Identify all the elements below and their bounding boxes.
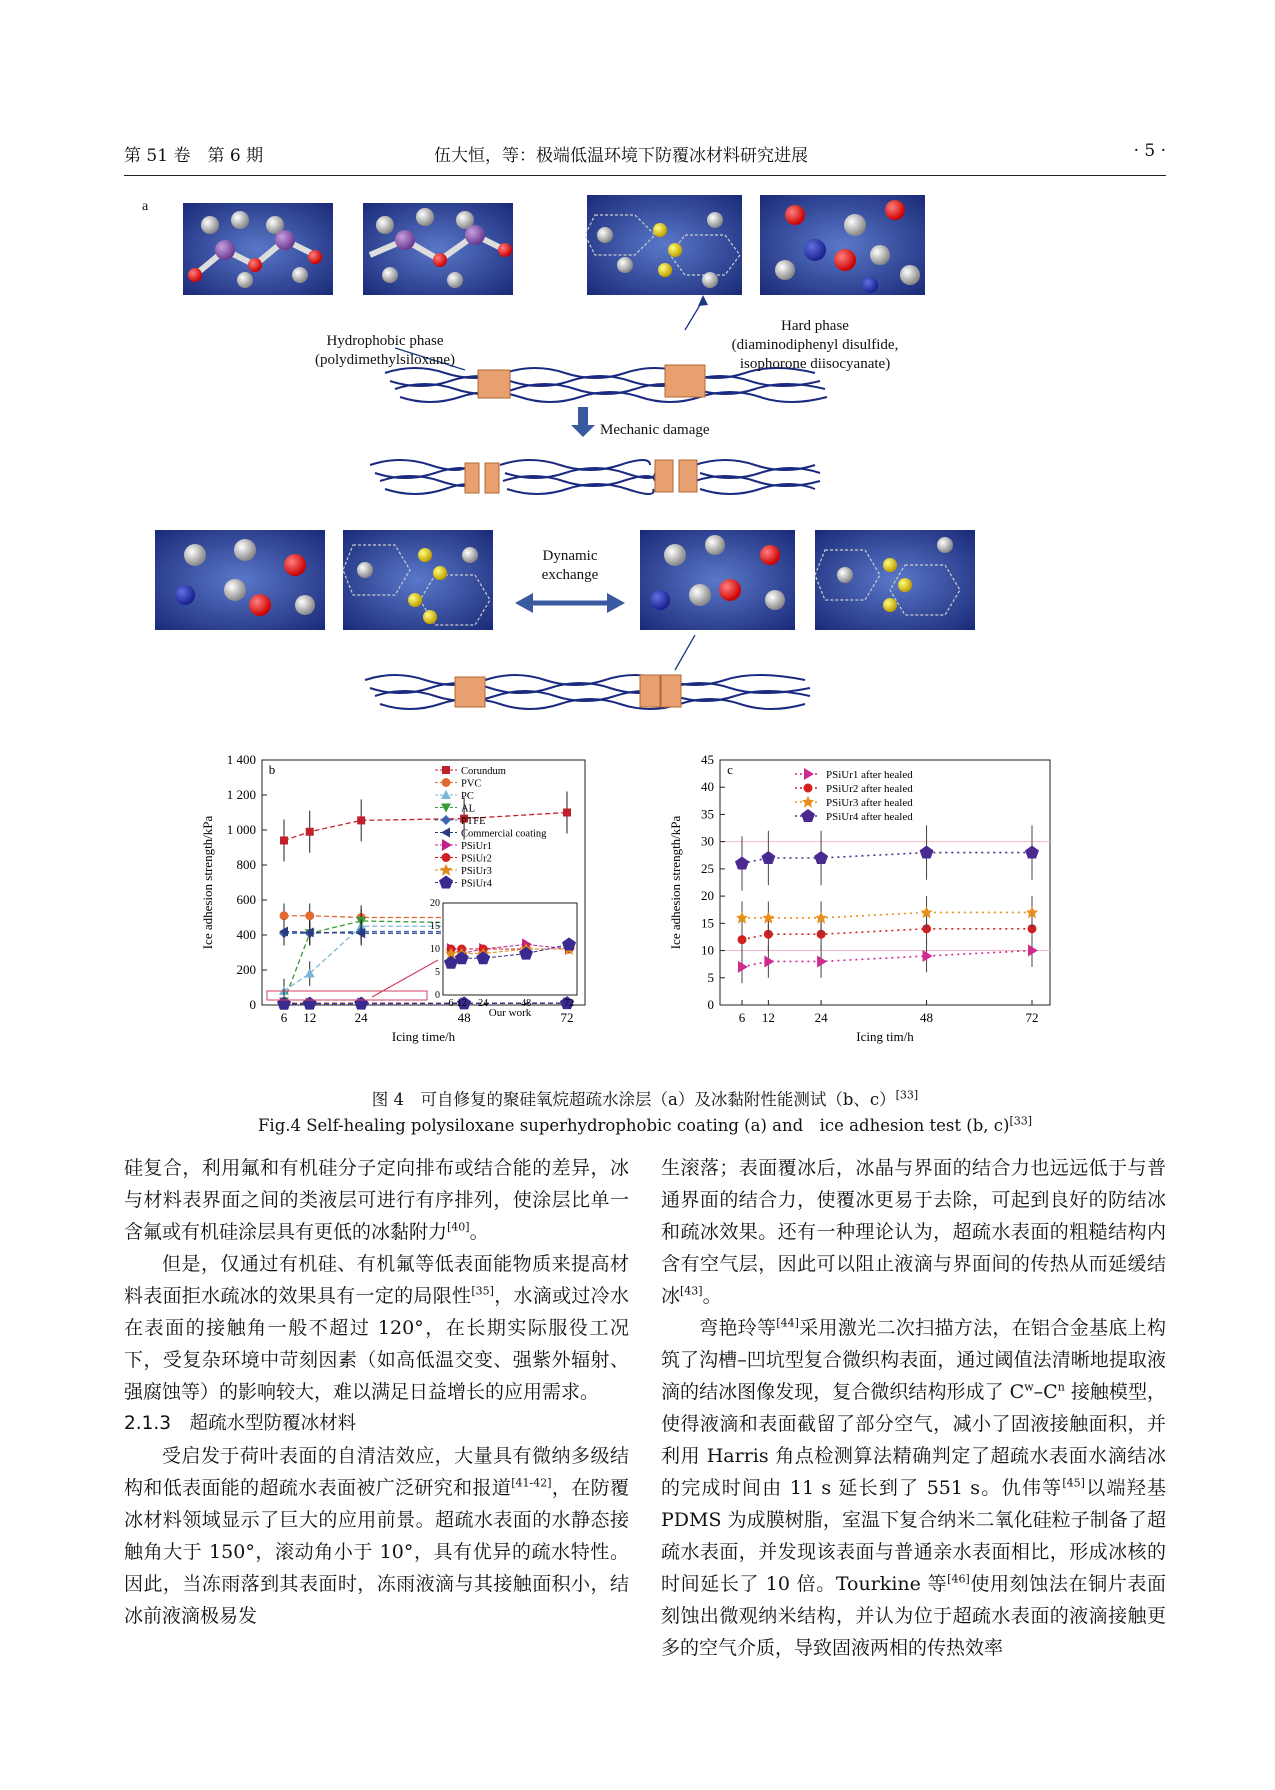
molecule-image-pdms-2 [363,203,513,295]
left-p2-end: ，水滴或过冷水在表面的接触角一般不超过 120°，在长期实际服役工况下，受复杂环境中苛刻因素（如高低温交变、强紫外辐射、强腐蚀等）的影响较大，难以满足日益增长的应用需求。 [124,1285,629,1403]
chart-b-panel-label: b [268,762,276,777]
chart-b-legend-label: PSiUr1 [461,841,492,852]
molecule-image-disulfide-3 [815,530,975,630]
caption-cn-ref: [33] [895,1088,919,1102]
chart-b-inset-ytick: 15 [430,921,440,932]
chart-b-point [357,816,365,824]
chart-c-legend-item [795,809,913,823]
right-p2-f: 使用刻蚀法在铜片表面刻蚀出微观纳米结构，并认为位于超疏水表面的液滴接触更多的空气介质，导致固液两相的传热效率 [661,1573,1166,1659]
chart-c-point [764,955,774,967]
chart-c-ytick-label: 0 [707,997,714,1012]
chart-c-legend-marker [804,784,813,793]
right-p2-e: 以端羟基 PDMS 为成膜树脂，室温下复合纳米二氧化硅粒子制备了超疏水表面，并发现该表面与普通亲水表面相比，形成冰核的时间延长了 10 倍。Tourkine 等 [661,1477,1166,1595]
polymer-chains-damaged [370,460,820,494]
chart-b-inset-ytick: 0 [435,990,440,1001]
right-column [661,1152,1166,1664]
chart-b-xtick-label: 6 [280,1010,288,1025]
chart-b-inset-xtick: 6 [448,998,454,1009]
hard-line3: isophorone diisocyanate) [739,356,891,372]
ref-45: [45] [1062,1476,1085,1490]
chart-b-point [305,911,314,920]
chart-b-legend-label: PSiUr4 [461,878,492,890]
chart-c-ytick-label: 20 [701,888,714,904]
right-p2-b: 采用激光二次扫描方法，在铝合金基底上构筑了沟槽–凹坑型复合微织构表面，通过阈值法清晰地提取液滴的结冰图像发现，复合微织结构形成了 C [661,1317,1166,1403]
chart-c-xtick-label: 72 [1025,1010,1039,1025]
chart-c-line [742,853,1032,864]
chart-c-point [1025,846,1039,859]
chart-c-xtick-label: 24 [814,1010,828,1025]
right-para-2 [661,1312,1166,1664]
mechanic-damage-label: Mechanic damage [600,422,710,438]
chart-c-line [742,929,1032,940]
sup-w: w [1024,1380,1034,1394]
right-p1-text: 生滚落；表面覆冰后，冰晶与界面的结合力也远远低于与普通界面的结合力，使覆冰更易于去除，可起到良好的防结冰和疏冰效果。还有一种理论认为，超疏水表面的粗糙结构内含有空气层，因此可以阻止液滴与界面间的传热从而延缓结冰 [661,1157,1166,1307]
chart-b-series-corundum [280,792,571,862]
caption-en-ref: [33] [1009,1114,1033,1128]
chart-c-ylabel: Ice adhesion strength/kPa [668,815,683,950]
chart-b-point [563,809,571,817]
chart-b-legend-item [435,828,547,840]
dynamic-line2: exchange [541,567,599,583]
chart-b-inset-xtick: 72 [564,998,574,1009]
ref-41-42: [41-42] [511,1476,552,1490]
caption-en-text: Fig.4 Self-healing polysiloxane superhydrophobic coating (a) and ice adhesion test (b, c) [257,1116,1010,1135]
chart-c-xlabel: Icing tim/h [856,1029,914,1044]
chart-b-ytick-label: 800 [236,857,256,872]
left-para-1 [124,1152,629,1248]
chart-b-legend-marker [442,853,451,862]
figure-panel-a [142,195,1135,750]
chart-b-legend-label: PSiUr3 [461,866,492,877]
journal-volume: 第 51 卷 第 6 期 [124,146,264,166]
right-para-1 [661,1152,1166,1312]
molecule-image-disulfide-2 [343,530,493,630]
chart-c-ytick-label: 10 [701,942,714,958]
chart-c-xtick-label: 12 [761,1010,775,1025]
chart-c-point [738,935,747,944]
chart-b-point [280,837,288,845]
chart-b-legend-item [435,864,492,877]
chart-b-inset-label: Our work [488,1007,532,1019]
chart-b-legend-label: PVC [461,778,482,790]
chart-c-point [920,846,934,859]
chart-b-legend-marker [441,815,451,825]
hydrophobic-phase-label [285,332,485,370]
chart-b-legend-label: Corundum [461,766,506,777]
chart-b-ytick-label: 1 200 [226,787,256,802]
section-heading-2-1-3: 2.1.3 超疏水型防覆冰材料 [124,1413,357,1434]
molecule-image-disulfide-1 [585,195,742,295]
right-p1-end: 。 [702,1285,722,1307]
chart-b-legend-label: AL [461,803,475,815]
chart-b-legend-item [435,804,475,815]
hydrophobic-line1: Hydrophobic phase [326,333,444,349]
chart-b-legend-item [435,839,492,852]
left-column [124,1152,629,1632]
double-arrow-icon [515,593,625,613]
chart-b-inset-ytick: 5 [435,967,440,978]
chart-c-ytick-label: 5 [707,969,714,985]
sup-n: n [1057,1380,1065,1394]
left-p1-text: 硅复合，利用氟和有机硅分子定向排布或结合能的差异，冰与材料表界面之间的类液层可进行有序排列，使涂层比单一含氟或有机硅涂层具有更低的冰黏附力 [124,1157,629,1243]
chart-b-ylabel: Ice adhesion strength/kPa [200,815,215,950]
chart-c-ytick-label: 40 [701,779,714,795]
chart-b-legend-marker [441,828,450,838]
chart-b-xtick-label: 24 [354,1010,368,1025]
chart-c-line [742,951,1032,967]
chart-b-point [277,997,291,1010]
left-p3-text: 受启发于荷叶表面的自清洁效应，大量具有微纳多级结构和低表面能的超疏水表面被广泛研究和报道 [124,1445,629,1499]
chart-b-legend-item [435,853,492,865]
chart-c-legend-label: PSiUr4 after healed [826,811,913,823]
ref-35: [35] [471,1284,494,1298]
dynamic-line1: Dynamic [542,548,598,564]
chart-c-series-2 [738,912,1037,956]
chart-b-legend-marker [439,876,453,889]
chart-c-legend-label: PSiUr1 after healed [826,769,913,781]
chart-c-legend-item [795,796,913,809]
chart-c-series-4 [735,825,1039,890]
chart-c-line [742,912,1032,917]
left-p1-end: 。 [469,1221,489,1243]
chart-b-point [354,997,368,1010]
dynamic-exchange-label [510,547,630,585]
chart-c-point [761,851,775,864]
chart-b-ytick-label: 1 400 [226,752,256,767]
chart-b-inset-xtick: 48 [521,998,532,1009]
chart-b-point [306,828,314,836]
chart-c-point [817,955,827,967]
chart-b-xtick-label: 72 [560,1010,574,1025]
chart-b-ytick-label: 1 000 [226,822,256,837]
chart-c-ytick-label: 30 [701,833,714,849]
chart-c-legend-label: PSiUr2 after healed [826,783,913,795]
right-p2-a: 弯艳玲等 [699,1317,777,1339]
figure-caption-en [124,1112,1166,1136]
chart-c-xtick-label: 48 [920,1010,934,1025]
left-p3-end: ，在防覆冰材料领域显示了巨大的应用前景。超疏水表面的水静态接触角大于 150°，滚动角小于 10°，具有优异的疏水特性。因此，当冻雨落到其表面时，冻雨液滴与其接触面积小，结冰前液滴极易发 [124,1477,629,1627]
right-p2-d: 接触模型，使得液滴和表面截留了部分空气，减小了固液接触面积，并利用 Harris 角点检测算法精确判定了超疏水表面水滴结冰的完成时间由 11 s 延长到了 551 s。仇伟等 [661,1381,1166,1499]
chart-b-legend-marker [442,766,450,774]
chart-b-point [280,911,289,920]
chart-c-legend-item [795,783,913,795]
panel-label-a: a [142,199,149,214]
left-p2-text: 但是，仅通过有机硅、有机氟等低表面能物质来提高材料表面拒水疏冰的效果具有一定的局限性 [124,1253,629,1307]
chart-c-point [738,961,748,973]
chart-c-point [735,856,749,869]
running-header [124,139,1166,176]
chart-c-series-1 [738,934,1038,983]
chart-b-ytick-label: 400 [236,927,256,942]
chart-b-legend-item [435,766,506,777]
chart-c-legend-marker [802,796,814,808]
chart-b-legend-marker [442,839,452,851]
chart-c-legend-label: PSiUr3 after healed [826,797,913,809]
chart-c-xtick-label: 6 [738,1010,746,1025]
molecule-image-isocyanate-1 [760,195,925,295]
hard-line1: Hard phase [781,318,849,334]
charts-bc [190,752,1110,1082]
panel-a-graphics [155,195,1135,750]
chart-c-panel-label: c [727,762,733,777]
ref-40: [40] [447,1220,470,1234]
hard-phase-label [695,317,935,374]
chart-c-ytick-label: 25 [701,860,714,876]
chart-b-ytick-label: 200 [236,962,256,977]
chart-b-xtick-label: 48 [457,1010,471,1025]
chart-c-legend-marker [804,768,814,780]
left-para-3 [124,1440,629,1632]
chart-b-legend-marker [442,778,451,787]
chart-c-legend-marker [801,809,815,822]
hydrophobic-line2: (polydimethylsiloxane) [315,352,455,368]
right-p2-c: –C [1033,1381,1058,1403]
chart-c-point [923,950,933,962]
ref-44: [44] [776,1316,799,1330]
chart-c-ytick-label: 45 [701,752,714,767]
chart-c-series-3 [736,896,1038,934]
chart-c-point [1028,945,1038,957]
page-number: · 5 · [1133,141,1166,161]
charts-svg [190,752,1110,1082]
chart-b-legend-item [435,815,486,827]
chart-c-ytick-label: 35 [701,806,714,822]
chart-b-inset-ytick: 10 [430,944,440,955]
chart-b-ytick-label: 0 [249,997,256,1012]
molecule-image-pdms-1 [183,203,333,295]
chart-b-xtick-label: 12 [303,1010,317,1025]
left-para-2 [124,1248,629,1408]
chart-c-legend-item [795,768,913,781]
caption-cn-text: 图 4 可自修复的聚硅氧烷超疏水涂层（a）及冰黏附性能测试（b、c） [371,1090,896,1109]
chart-b-legend-label: PTFE [461,816,486,827]
chart-b-inset-ytick: 20 [430,898,440,909]
running-title: 伍大恒，等：极端低温环境下防覆冰材料研究进展 [434,146,808,166]
chart-b-inset-xtick: 24 [478,998,489,1009]
chart-c-point [814,851,828,864]
molecule-image-urea-2 [155,530,325,630]
ref-46: [46] [947,1572,970,1586]
chart-b-legend-label: PSiUr2 [461,853,492,865]
chart-b-legend-label: PC [461,791,474,802]
chart-b-point [303,997,317,1010]
chart-b-legend-item [435,876,493,890]
ref-43: [43] [680,1284,703,1298]
chart-b-inset-xtick: 12 [456,998,467,1009]
molecule-image-urea-3 [640,530,795,630]
polymer-chains-healed [365,675,810,709]
chart-b-legend-item [435,790,474,802]
chart-b-xlabel: Icing time/h [391,1029,456,1044]
chart-b-legend-label: Commercial coating [461,828,547,840]
hard-line2: (diaminodiphenyl disulfide, [731,337,899,353]
chart-b-ytick-label: 600 [236,892,256,907]
chart-b-zoom-box [267,991,427,1000]
chart-c-ytick-label: 15 [701,915,714,931]
chart-b-legend-item [435,778,481,790]
figure-caption-cn [124,1086,1166,1110]
